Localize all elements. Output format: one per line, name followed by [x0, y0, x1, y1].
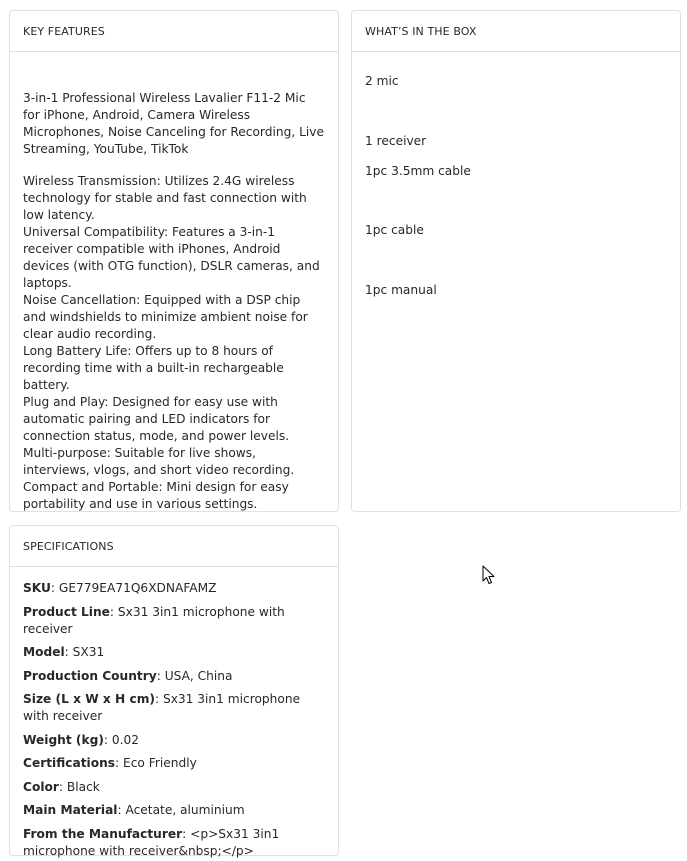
spec-label: Certifications: [23, 756, 116, 770]
key-features-body: [10, 52, 338, 513]
spec-row-main-material: Main Material: Acetate, aluminium: [23, 803, 245, 817]
spec-label: From the Manufacturer: [23, 826, 183, 841]
spec-row-model: Model: SX31: [23, 645, 105, 659]
mouse-cursor-icon: [482, 565, 496, 585]
spec-label: Product Line: [23, 604, 110, 619]
spec-value: USA, China: [164, 668, 233, 683]
spec-row-weight: Weight (kg): 0.02: [23, 732, 140, 747]
box-item: 1pc manual: [365, 283, 437, 297]
spec-value: Black: [66, 779, 100, 794]
spec-value: Sx31 3in1 microphone with receiver: [23, 604, 285, 636]
feature-line: Plug and Play: Designed for easy use with automatic pairing and LED indicators for connection status, mode, and power levels.: [23, 395, 290, 443]
spec-label: Model: [23, 645, 65, 659]
spec-label: Size (L x W x H cm): [23, 692, 155, 706]
spec-row-color: Color: Black: [23, 779, 100, 794]
spec-value: Eco Friendly: [123, 756, 197, 770]
key-features-card: [9, 10, 339, 512]
whats-in-the-box-header: WHAT’S IN THE BOX: [352, 11, 680, 52]
spec-value: GE779EA71Q6XDNAFAMZ: [58, 581, 217, 595]
spec-value: 0.02: [111, 732, 140, 747]
spec-row-from-the-manufacturer: From the Manufacturer: <p>Sx31 3in1 microphone with receiver&nbsp;</p>: [23, 826, 280, 858]
specifications-card: [9, 525, 339, 856]
spec-value: Sx31 3in1 microphone with receiver: [23, 692, 301, 723]
spec-label: Main Material: [23, 803, 118, 817]
specifications-list: [10, 567, 338, 860]
box-item: 2 mic: [365, 74, 399, 88]
product-title: 3-in-1 Professional Wireless Lavalier F11-2 Mic for iPhone, Android, Camera Wireless Microphones, Noise Canceling for Recording, Live Streaming, YouTube, TikTok: [23, 91, 324, 156]
box-item: 1pc 3.5mm cable: [365, 164, 471, 178]
key-features-header: KEY FEATURES: [10, 11, 338, 52]
spec-row-certifications: Certifications: Eco Friendly: [23, 756, 197, 770]
spec-value: <p>Sx31 3in1 microphone with receiver&nbsp;</p>: [23, 826, 280, 858]
spec-label: SKU: [23, 581, 51, 595]
box-item: 1 receiver: [365, 134, 427, 148]
feature-line: Multi-purpose: Suitable for live shows, interviews, vlogs, and short video recording.: [23, 446, 295, 477]
feature-line: Long Battery Life: Offers up to 8 hours of recording time with a built-in rechargeable battery.: [23, 344, 284, 392]
spec-row-size: Size (L x W x H cm): Sx31 3in1 microphone with receiver: [23, 692, 301, 723]
spec-label: Production Country: [23, 668, 157, 683]
box-item: 1pc cable: [365, 223, 424, 237]
spec-value: SX31: [72, 645, 105, 659]
feature-line: Noise Cancellation: Equipped with a DSP chip and windshields to minimize ambient noise for clear audio recording.: [23, 293, 308, 341]
feature-line: Compact and Portable: Mini design for easy portability and use in various settings.: [23, 480, 289, 511]
spec-row-sku: SKU: GE779EA71Q6XDNAFAMZ: [23, 581, 217, 595]
spec-label: Weight (kg): [23, 732, 104, 747]
specifications-header: SPECIFICATIONS: [10, 526, 338, 567]
spec-row-product-line: Product Line: Sx31 3in1 microphone with receiver: [23, 604, 285, 636]
spec-value: Acetate, aluminium: [125, 803, 245, 817]
whats-in-the-box-card: [351, 10, 681, 512]
feature-line: Universal Compatibility: Features a 3-in-1 receiver compatible with iPhones, Android devices (with OTG function), DSLR cameras, and laptops.: [23, 225, 320, 290]
spec-row-production-country: Production Country: USA, China: [23, 668, 233, 683]
feature-line: Wireless Transmission: Utilizes 2.4G wireless technology for stable and fast connection with low latency.: [23, 174, 307, 222]
spec-label: Color: [23, 779, 59, 794]
